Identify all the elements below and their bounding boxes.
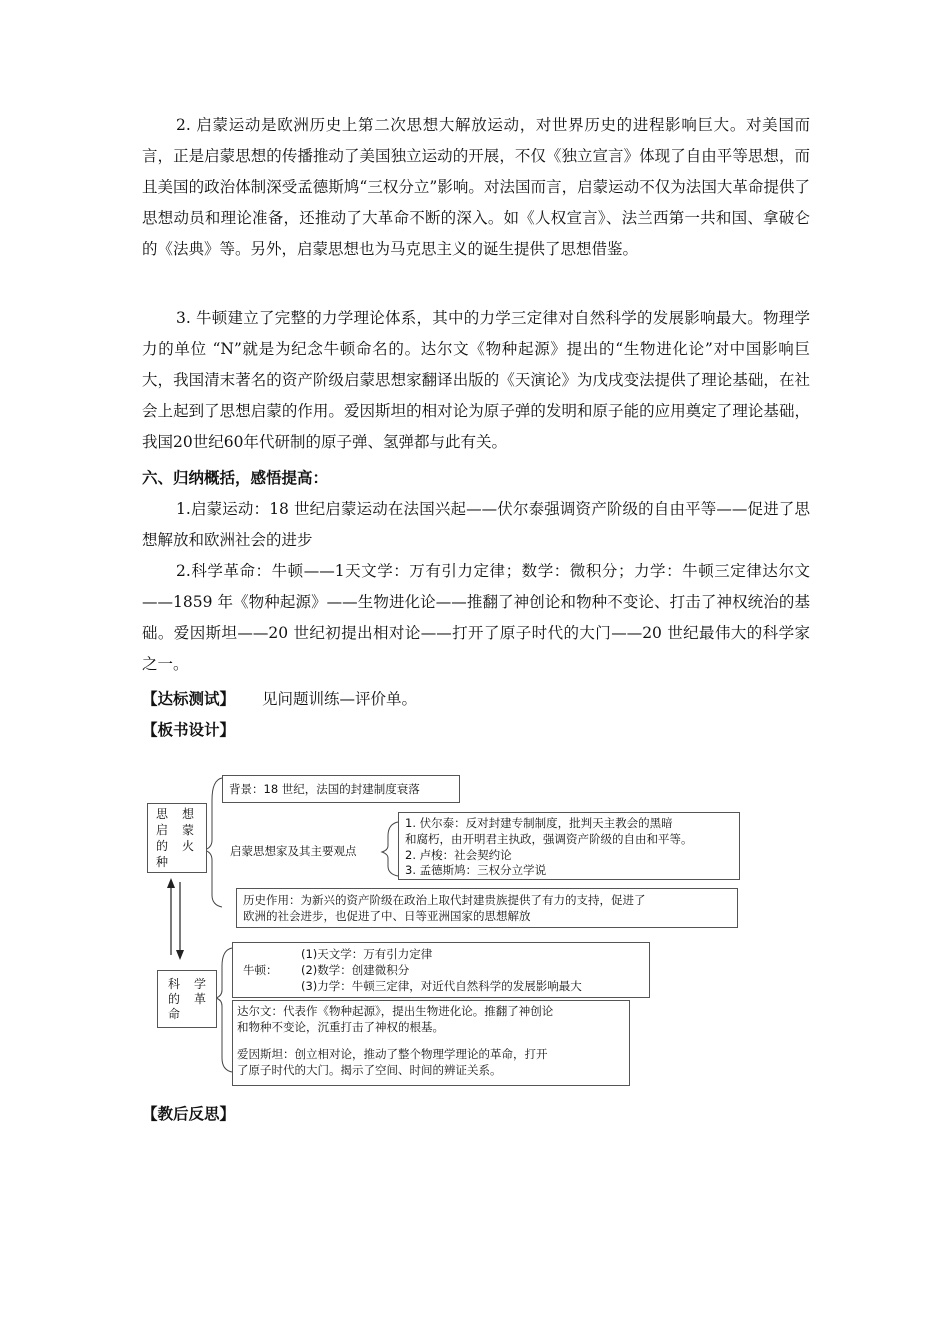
reflection-label: 【教后反思】 bbox=[142, 1105, 236, 1123]
paragraph-enlightenment-impact: 2. 启蒙运动是欧洲历史上第二次思想大解放运动，对世界历史的进程影响巨大。对美国而言，正是启蒙思想的传播推动了美国独立运动的开展，不仅《独立宣言》体现了自由平等思想，而且美国的政治体制深受孟德斯鸠“三权分立”影响。对法国而言，启蒙运动不仅为法国大革命提供了思想动员和理论准备，还推动了大革命不断的深入。如《人权宣言》、法兰西第一共和国、拿破仑的《法典》等。另外，启蒙思想也为马克思主义的诞生提供了思想借鉴。 bbox=[142, 116, 810, 258]
bottom-brace bbox=[216, 948, 232, 1072]
thinkers-box bbox=[398, 812, 740, 880]
history-line-1: 历史作用：为新兴的资产阶级在政治上取代封建贵族提供了有力的支持，促进了 bbox=[243, 893, 646, 907]
einstein-line-2: 了原子时代的大门。揭示了空间、时间的辨证关系。 bbox=[237, 1063, 502, 1077]
darwin-line-1: 达尔文：代表作《物种起源》，提出生物进化论。推翻了神创论 bbox=[237, 1004, 554, 1018]
voltaire-line-1: 1. 伏尔泰：反对封建专制制度，批判天主教会的黑暗 bbox=[405, 816, 673, 830]
arrow-up-head bbox=[167, 878, 175, 888]
montesquieu-line: 3. 孟德斯鸠：三权分立学说 bbox=[405, 863, 547, 877]
test-label: 【达标测试】 bbox=[142, 690, 236, 708]
historical-role-box bbox=[236, 888, 738, 928]
darwin-line-2: 和物种不变论，沉重打击了神权的根基。 bbox=[237, 1020, 444, 1034]
newton-label: 牛顿： bbox=[243, 963, 278, 977]
voltaire-line-2: 和腐朽，由开明君主执政，强调资产阶级的自由和平等。 bbox=[405, 832, 693, 846]
darwin-einstein-box bbox=[232, 1000, 630, 1086]
thinkers-brace bbox=[382, 822, 398, 876]
newton-line-3: (3)力学：牛顿三定律，对近代自然科学的发展影响最大 bbox=[301, 979, 582, 993]
thinkers-label: 启蒙思想家及其主要观点 bbox=[230, 844, 357, 858]
history-line-2: 欧洲的社会进步，也促进了中、日等亚洲国家的思想解放 bbox=[243, 909, 531, 923]
newton-line-1: (1)天文学：万有引力定律 bbox=[301, 947, 433, 961]
board-design-label: 【板书设计】 bbox=[142, 721, 236, 739]
scientific-revolution-box: 科 学 的 革 命 bbox=[157, 970, 217, 1028]
background-box: 背景：18 世纪，法国的封建制度衰落 bbox=[222, 775, 460, 803]
summary-enlightenment: 1.启蒙运动：18 世纪启蒙运动在法国兴起——伏尔泰强调资产阶级的自由平等——促进了思想解放和欧洲社会的进步 bbox=[142, 500, 810, 549]
test-text: 见问题训练—评价单。 bbox=[261, 690, 417, 708]
newton-box bbox=[232, 942, 650, 998]
enlightenment-spark-box: 思 想 启 蒙 的 火 种 bbox=[147, 803, 207, 873]
summary-scientific-revolution: 2.科学革命：牛顿——1天文学：万有引力定律；数学：微积分；力学：牛顿三定律达尔文——1859 年《物种起源》——生物进化论——推翻了神创论和物种不变论、打击了神权统治的基础。爱因斯坦——20 世纪初提出相对论——打开了原子时代的大门——20 世纪最伟大的科学家之一。 bbox=[142, 562, 810, 673]
paragraph-science-impact: 3. 牛顿建立了完整的力学理论体系，其中的力学三定律对自然科学的发展影响最大。物理学力的单位 “N”就是为纪念牛顿命名的。达尔文《物种起源》提出的“生物进化论”对中国影响巨大，我国清末著名的资产阶级启蒙思想家翻译出版的《天演论》为戊戌变法提供了理论基础，在社会上起到了思想启蒙的作用。爱因斯坦的相对论为原子弹的发明和原子能的应用奠定了理论基础，我国20世纪60年代研制的原子弹、氢弹都与此有关。 bbox=[142, 309, 810, 451]
arrow-down-head bbox=[176, 950, 184, 960]
rousseau-line: 2. 卢梭：社会契约论 bbox=[405, 848, 512, 862]
newton-line-2: (2)数学：创建微积分 bbox=[301, 963, 410, 977]
section-six-title: 六、归纳概括，感悟提高： bbox=[142, 469, 329, 487]
einstein-line-1: 爱因斯坦：创立相对论，推动了整个物理学理论的革命，打开 bbox=[237, 1047, 548, 1061]
